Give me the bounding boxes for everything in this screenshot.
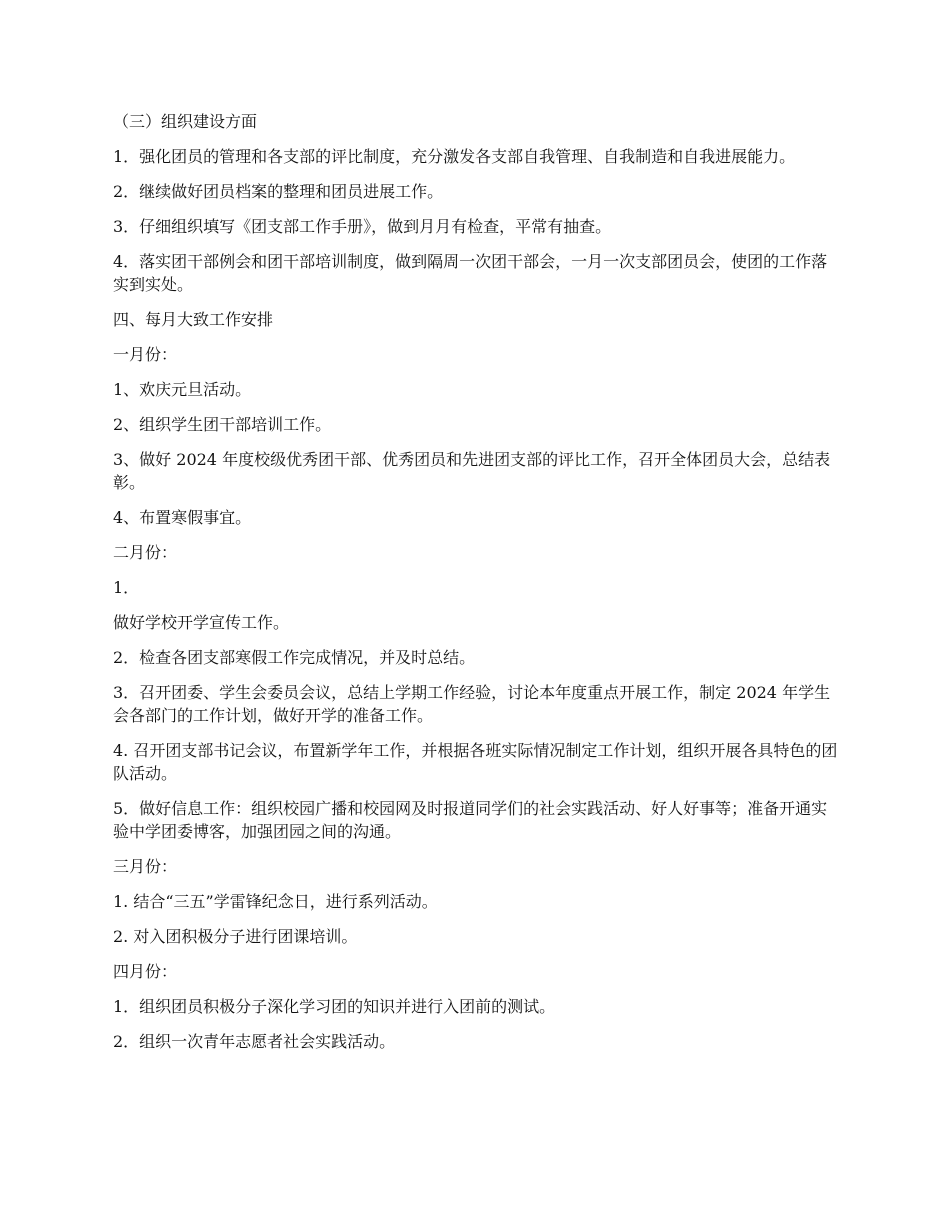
- paragraph: 1. 结合“三五”学雷锋纪念日，进行系列活动。: [113, 892, 438, 911]
- paragraph: 做好学校开学宣传工作。: [113, 613, 290, 632]
- paragraph: 3、做好 2024 年度校级优秀团干部、优秀团员和先进团支部的评比工作，召开全体团员大会，总结表彰。: [113, 450, 831, 492]
- month-heading-february: 二月份：: [113, 543, 178, 562]
- paragraph: 1、欢庆元旦活动。: [113, 380, 252, 399]
- paragraph: 3．召开团委、学生会委员会议，总结上学期工作经验，讨论本年度重点开展工作，制定 2024 年学生会各部门的工作计划，做好开学的准备工作。: [113, 683, 831, 725]
- paragraph: 4、布置寒假事宜。: [113, 508, 252, 527]
- month-heading-january: 一月份：: [113, 345, 178, 364]
- paragraph: 2．检查各团支部寒假工作完成情况，并及时总结。: [113, 648, 476, 667]
- paragraph: 2. 对入团积极分子进行团课培训。: [113, 927, 358, 946]
- month-heading-march: 三月份：: [113, 857, 178, 876]
- paragraph: 4．落实团干部例会和团干部培训制度，做到隔周一次团干部会，一月一次支部团员会，使团的工作落实到实处。: [113, 252, 828, 294]
- paragraph: 1．强化团员的管理和各支部的评比制度，充分激发各支部自我管理、自我制造和自我进展能力。: [113, 147, 796, 166]
- paragraph: 4. 召开团支部书记会议，布置新学年工作，并根据各班实际情况制定工作计划，组织开展各具特色的团队活动。: [113, 741, 838, 783]
- paragraph: 2．组织一次青年志愿者社会实践活动。: [113, 1032, 396, 1051]
- paragraph: 3．仔细组织填写《团支部工作手册》，做到月月有检查，平常有抽查。: [113, 217, 612, 236]
- section-heading-monthly-plan: 四、每月大致工作安排: [113, 310, 274, 329]
- paragraph: 2、组织学生团干部培训工作。: [113, 415, 332, 434]
- paragraph: 5．做好信息工作：组织校园广播和校园网及时报道同学们的社会实践活动、好人好事等；准备开通实验中学团委博客，加强团园之间的沟通。: [113, 799, 828, 841]
- month-heading-april: 四月份：: [113, 962, 178, 981]
- paragraph: 1．组织团员积极分子深化学习团的知识并进行入团前的测试。: [113, 997, 556, 1016]
- paragraph: 1．: [113, 578, 140, 597]
- paragraph: 2．继续做好团员档案的整理和团员进展工作。: [113, 182, 444, 201]
- section-heading-organization: （三）组织建设方面: [113, 112, 258, 131]
